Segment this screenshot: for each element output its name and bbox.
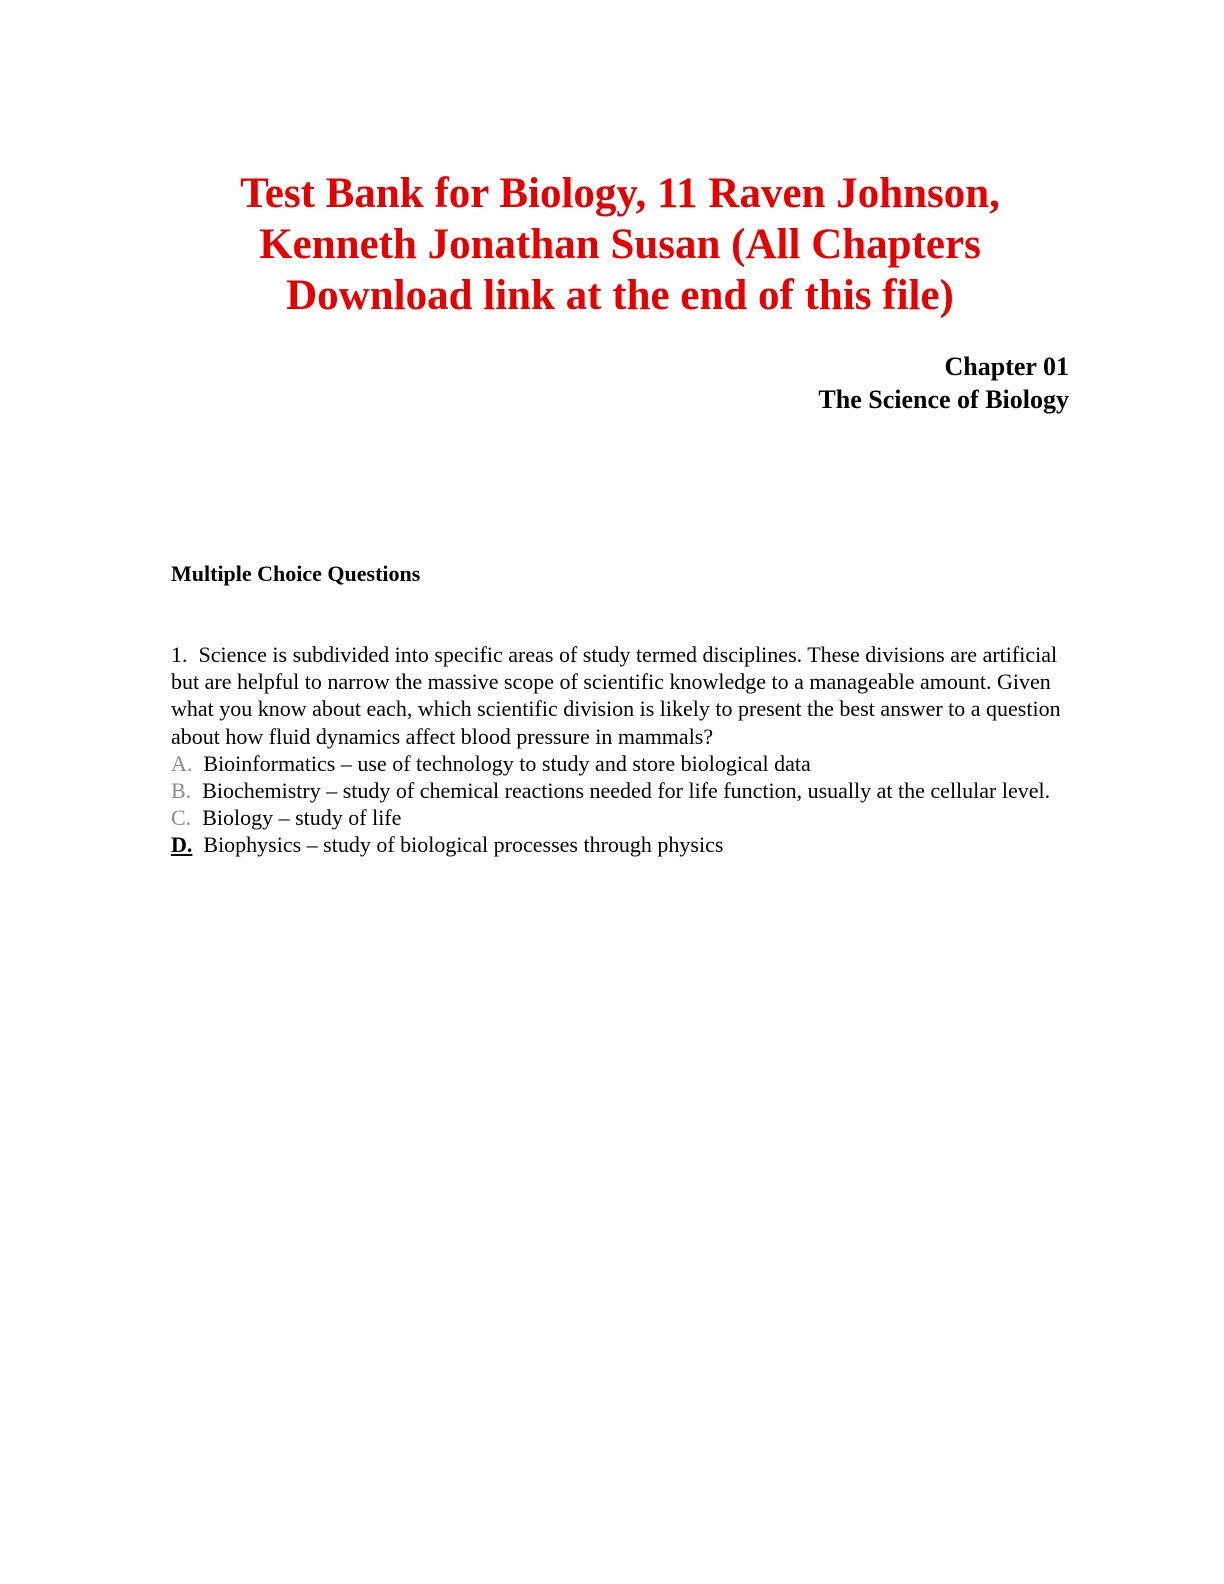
question-text: Science is subdivided into specific areas of study termed disciplines. These divisions are artificial but are helpful to narrow the massive scope of scientific knowledge to a manageable amount. Given what you know about each, which scientific division is likely to present the best answer to a question about how fluid dynamics affect blood pressure in mammals?: [171, 642, 1061, 749]
option-c: [171, 804, 1066, 831]
option-b: [171, 777, 1066, 804]
chapter-label: Chapter 01: [944, 352, 1069, 381]
question-number: 1.: [171, 642, 188, 667]
option-d: [171, 831, 1066, 858]
option-b-letter: B.: [171, 778, 192, 804]
question-1: [171, 641, 1066, 859]
question-stem: [171, 641, 1066, 750]
title-line-2: Kenneth Jonathan Susan (All Chapters: [259, 221, 981, 268]
option-d-text: Biophysics – study of biological processes through physics: [203, 832, 724, 858]
option-c-text: Biology – study of life: [202, 805, 402, 831]
option-a: [171, 750, 1066, 777]
option-c-letter: C.: [171, 805, 192, 831]
answer-options: [171, 750, 1066, 859]
chapter-name: The Science of Biology: [818, 385, 1069, 414]
option-b-text: Biochemistry – study of chemical reactions needed for life function, usually at the cellular level.: [202, 778, 1051, 804]
chapter-heading: [818, 350, 1069, 416]
title-line-1: Test Bank for Biology, 11 Raven Johnson,: [240, 170, 1000, 217]
title-line-3: Download link at the end of this file): [286, 272, 954, 319]
section-heading: Multiple Choice Questions: [171, 561, 421, 586]
option-a-text: Bioinformatics – use of technology to study and store biological data: [203, 750, 811, 776]
correct-answer-marker: D.: [171, 832, 193, 858]
option-a-letter: A.: [171, 750, 193, 776]
document-title: [150, 168, 1090, 321]
